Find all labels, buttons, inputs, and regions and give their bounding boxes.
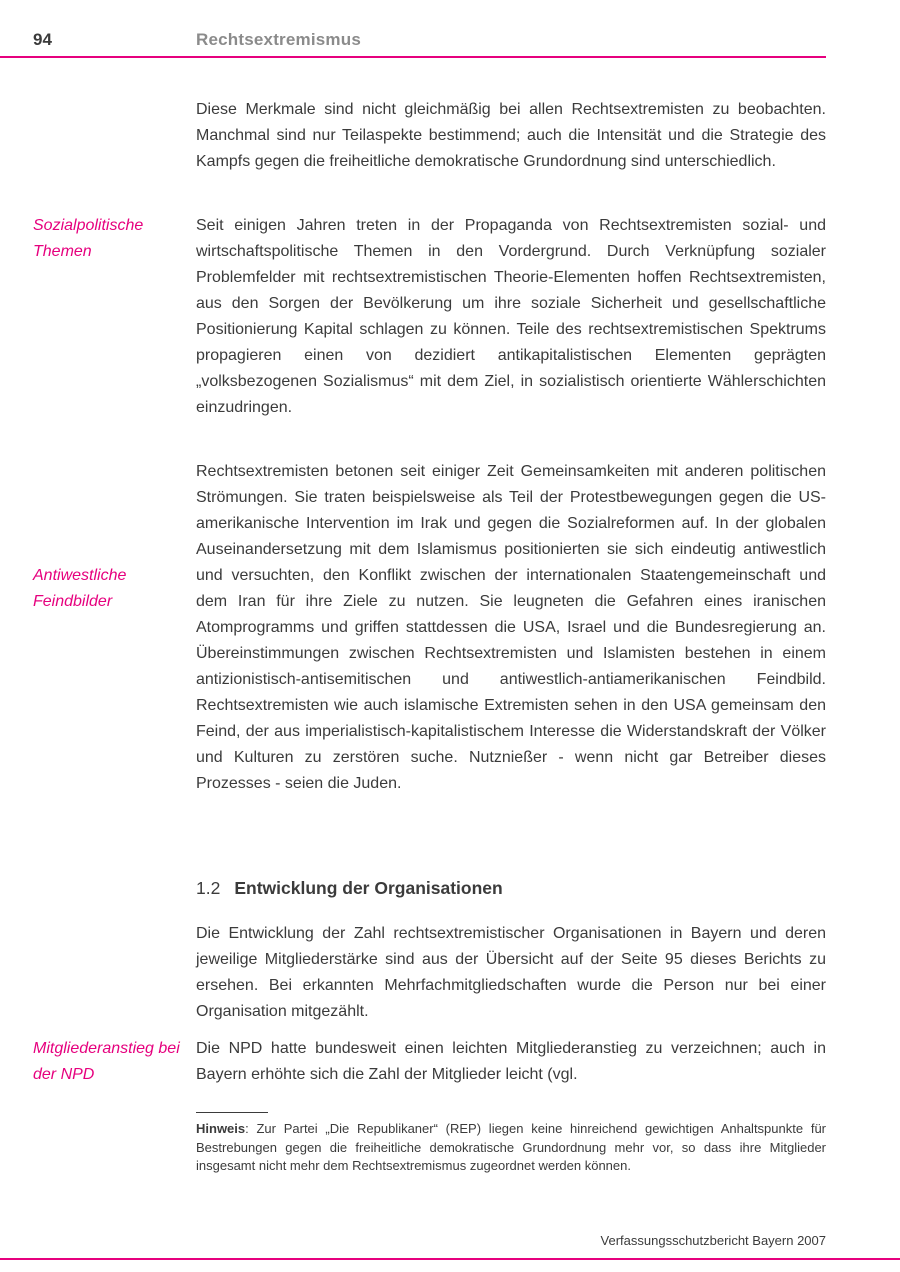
footnote-body: : Zur Partei „Die Republikaner“ (REP) liegen keine hinreichend gewichtigen Anhaltspunkte für Bestrebungen gegen die freiheitliche demokratische Grundordnung mehr vor, so dass ihre Mitglieder insgesamt nicht mehr dem Rechtsextremismus zugeordnet werden können. [196, 1121, 826, 1173]
section-number: 1.2 [196, 878, 221, 898]
footnote-label: Hinweis [196, 1121, 246, 1136]
chapter-header: Rechtsextremismus [196, 30, 361, 49]
paragraph-entwicklung-organisationen: Die Entwicklung der Zahl rechtsextremistischer Organisationen in Bayern und deren jeweilige Mitgliederstärke sind aus der Übersicht auf der Seite 95 dieses Berichts zu ersehen. Bei erkannten Mehrfachmitgliedschaften wurde die Person nur bei einer Organisation mitgezählt. [196, 925, 826, 1020]
paragraph-sozialpolitische-themen: Seit einigen Jahren treten in der Propaganda von Rechtsextremisten sozial- und wirtschaftspolitische Themen in den Vordergrund. Durch Verknüpfung sozialer Problemfelder mit rechtsextremistischen Theorie-Elementen hoffen Rechtsextremisten, aus den Sorgen der Bevölkerung um ihre soziale Sicherheit und gesellschaftliche Positionierung Kapital schlagen zu können. Teile des rechtsextremistischen Spektrums propagieren einen von dezidiert antikapitalistischen Elementen geprägten „volksbezogenen Sozialismus“ mit dem Ziel, in sozialistisch orientierte Wählerschichten einzudringen. [196, 217, 826, 416]
footnote-rule [196, 1112, 268, 1113]
margin-note-sozialpolitische-themen: Sozialpolitische Themen [33, 217, 144, 260]
paragraph-npd-mitgliederanstieg: Die NPD hatte bundesweit einen leichten Mitgliederanstieg zu verzeichnen; auch in Bayern erhöhte sich die Zahl der Mitglieder leicht (vgl. [196, 1040, 826, 1083]
section-heading [196, 878, 503, 899]
margin-note-mitgliederanstieg-npd: Mitgliederanstieg bei der NPD [33, 1040, 180, 1083]
footnote-text [196, 1120, 826, 1176]
footer-text: Verfassungsschutzbericht Bayern 2007 [600, 1233, 826, 1248]
footer-rule [0, 1258, 900, 1260]
margin-note-antiwestliche-feindbilder: Antiwestliche Feindbilder [33, 567, 127, 610]
paragraph-antiwestliche-feindbilder: Rechtsextremisten betonen seit einiger Zeit Gemeinsamkeiten mit anderen politischen Strömungen. Sie traten beispielsweise als Teil der Protestbewegungen gegen die US-amerikanische Intervention im Irak und gegen die Sozialreformen auf. In der globalen Auseinandersetzung mit dem Islamismus positionierten sie sich eindeutig antiwestlich und versuchten, den Konflikt zwischen der internationalen Staatengemeinschaft und dem Iran für ihre Ziele zu nutzen. Sie leugneten die Gefahren eines iranischen Atomprogramms und griffen stattdessen die USA, Israel und die Bundesregierung an. Übereinstimmungen zwischen Rechtsextremisten und Islamisten bestehen in einem antizionistisch-antisemitischen und antiwestlich-antiamerikanischen Feindbild. Rechtsextremisten wie auch islamische Extremisten sehen in den USA gemeinsam den Feind, der aus imperialistisch-kapitalistischem Interesse die Widerstandskraft der Völker und Kulturen zu zerstören suche. Nutznießer - wenn nicht gar Betreiber dieses Prozesses - seien die Juden. [196, 463, 826, 792]
page-number: 94 [33, 30, 52, 49]
section-title: Entwicklung der Organisationen [234, 878, 503, 898]
paragraph-merkmale: Diese Merkmale sind nicht gleichmäßig bei allen Rechtsextremisten zu beobachten. Manchmal sind nur Teilaspekte bestimmend; auch die Intensität und die Strategie des Kampfs gegen die freiheitliche demokratische Grundordnung sind unterschiedlich. [196, 101, 826, 170]
footnote [196, 1112, 826, 1176]
header-rule [0, 56, 826, 58]
